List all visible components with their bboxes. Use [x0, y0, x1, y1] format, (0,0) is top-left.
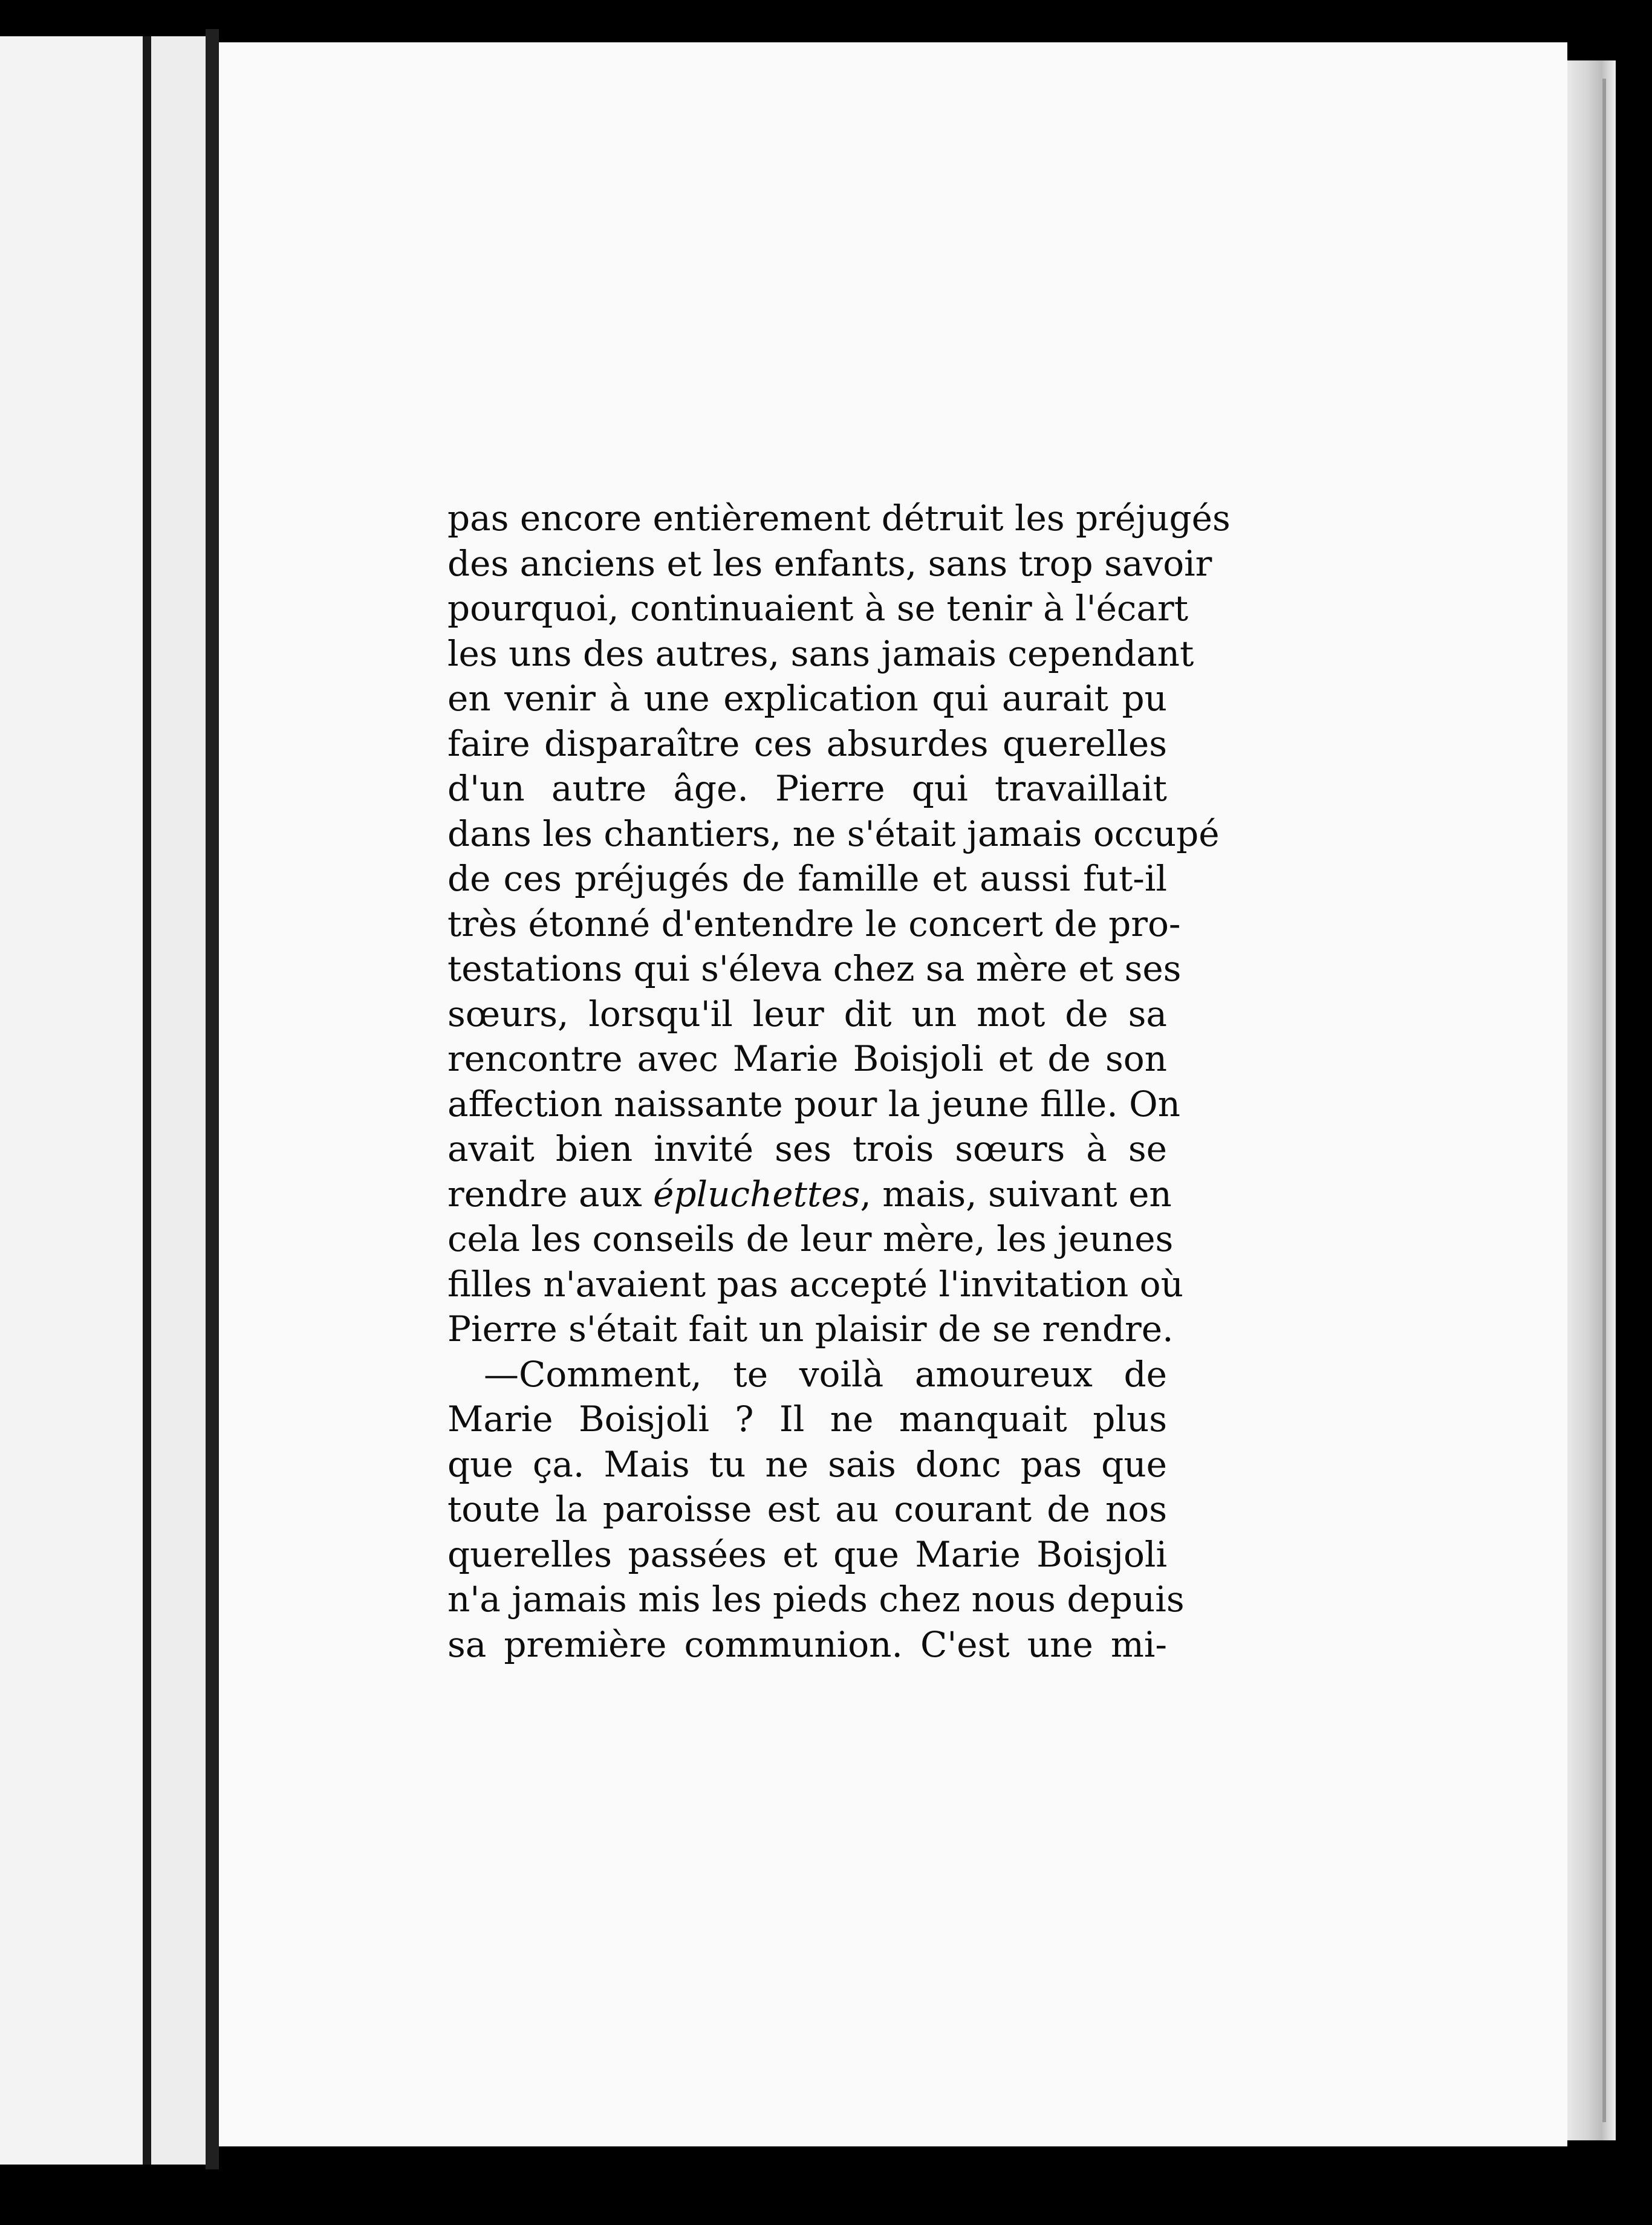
- text-line: toute la paroisse est au courant de nos: [447, 1489, 1167, 1530]
- body-text: [447, 496, 1231, 1667]
- text-line: des anciens et les enfants, sans trop savoir: [447, 542, 1212, 584]
- text-line: affection naissante pour la jeune fille. On: [447, 1083, 1180, 1125]
- text-line: faire disparaître ces absurdes querelles: [447, 723, 1167, 764]
- text-line: avait bien invité ses trois sœurs à se: [447, 1128, 1167, 1169]
- text-line: testations qui s'éleva chez sa mère et ses: [447, 948, 1182, 989]
- text-line: très étonné d'entendre le concert de pro-: [447, 903, 1181, 944]
- text-line: de ces préjugés de famille et aussi fut-il: [447, 858, 1167, 899]
- text-line: querelles passées et que Marie Boisjoli: [447, 1533, 1167, 1575]
- text-line: filles n'avaient pas accepté l'invitation où: [447, 1263, 1183, 1305]
- text-line: sa première communion. C'est une mi-: [447, 1623, 1167, 1665]
- text-line: sœurs, lorsqu'il leur dit un mot de sa: [447, 993, 1167, 1035]
- page-fore-edge: [1567, 60, 1616, 2140]
- text-line: dans les chantiers, ne s'était jamais occupé: [447, 813, 1220, 854]
- text-line-with-italic: [447, 1172, 1172, 1217]
- text-line: n'a jamais mis les pieds chez nous depuis: [447, 1579, 1185, 1620]
- page-fore-edge-line: [1602, 79, 1606, 2122]
- italic-term: épluchettes: [653, 1173, 860, 1215]
- text-line: d'un autre âge. Pierre qui travaillait: [447, 768, 1167, 809]
- text-line: —Comment, te voilà amoureux de: [484, 1353, 1167, 1395]
- text-line: Pierre s'était fait un plaisir de se rendre.: [447, 1308, 1174, 1350]
- text-line: rencontre avec Marie Boisjoli et de son: [447, 1038, 1167, 1079]
- text-line: Marie Boisjoli ? Il ne manquait plus: [447, 1398, 1167, 1440]
- text-line: en venir à une explication qui aurait pu: [447, 678, 1167, 719]
- text-fragment: , mais, suivant en: [860, 1173, 1172, 1215]
- text-line: cela les conseils de leur mère, les jeunes: [447, 1218, 1174, 1259]
- text-line: que ça. Mais tu ne sais donc pas que: [447, 1443, 1167, 1485]
- book-spine: [206, 29, 219, 2169]
- text-line: les uns des autres, sans jamais cependant: [447, 632, 1194, 674]
- left-page-strip: [151, 36, 206, 2165]
- text-line: pas encore entièrement détruit les préjugés: [447, 498, 1231, 539]
- text-line: pourquoi, continuaient à se tenir à l'écart: [447, 588, 1188, 629]
- text-fragment: rendre aux: [447, 1173, 642, 1215]
- left-page-edge: [143, 36, 151, 2165]
